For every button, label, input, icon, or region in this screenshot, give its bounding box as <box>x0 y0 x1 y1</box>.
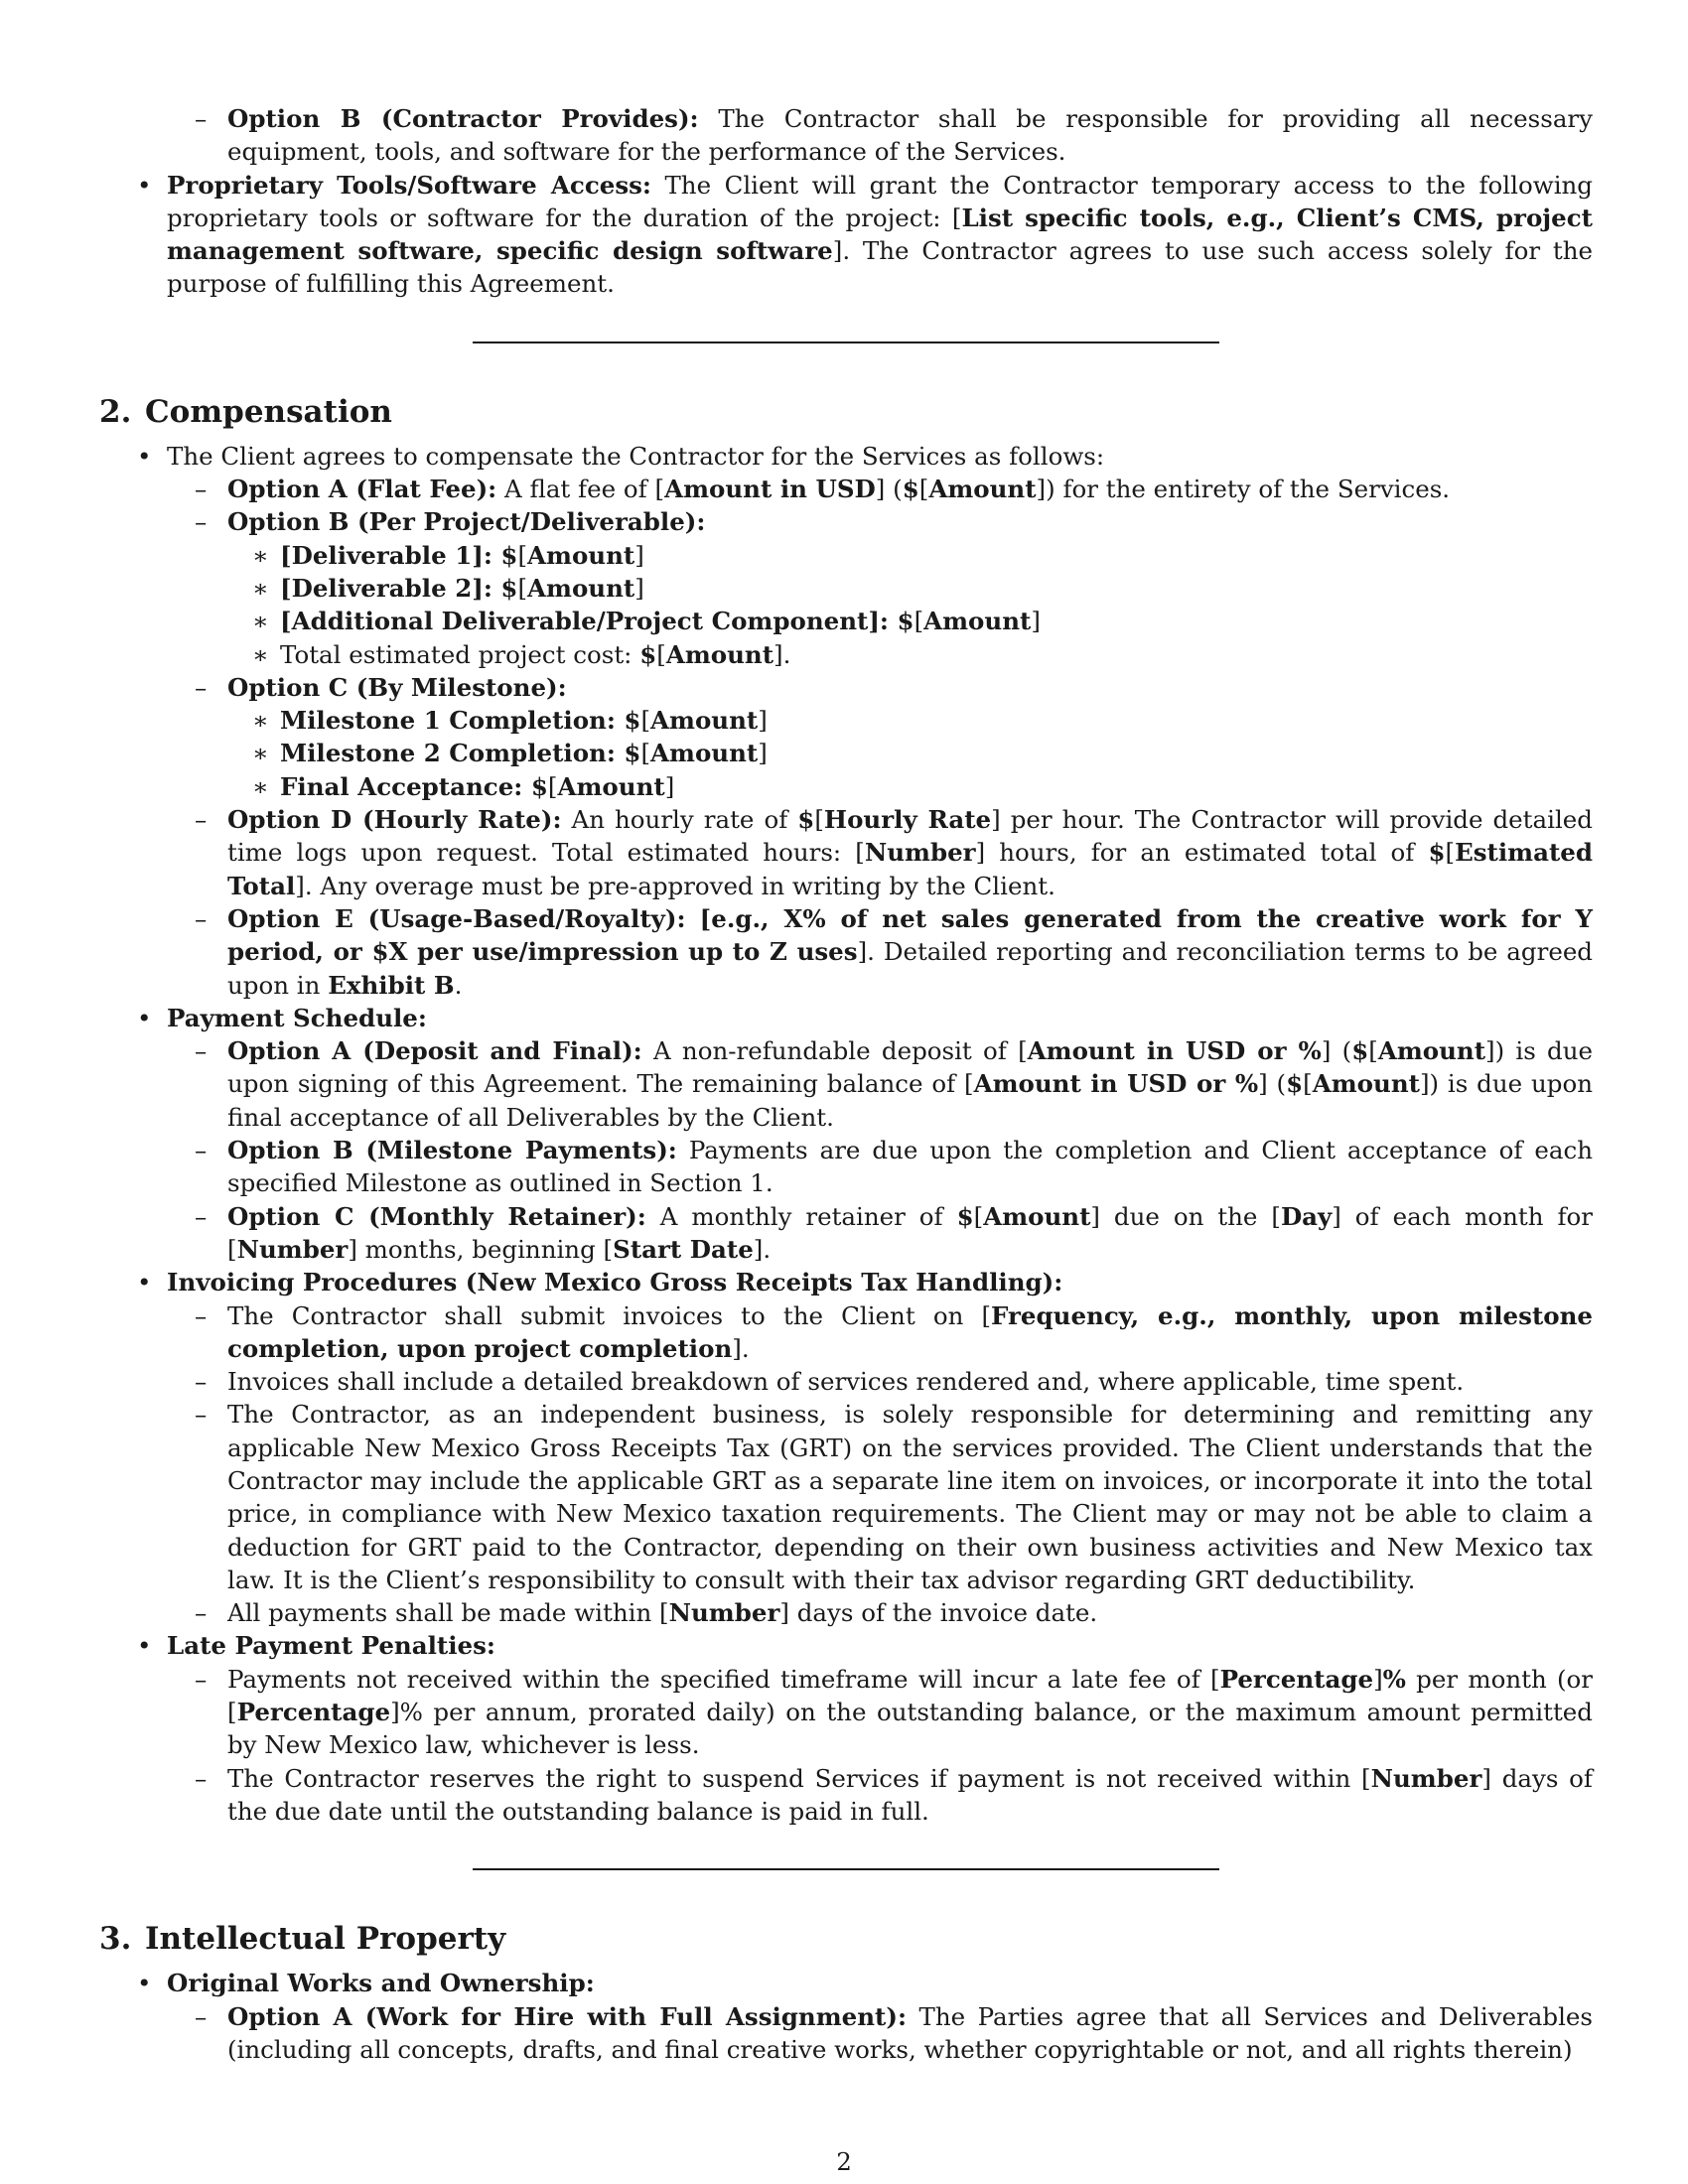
list-item: – Option B (Per Project/Deliverable): <box>195 507 706 537</box>
list-item: – Option A (Deposit and Final): A non-refundable deposit of [Amount in USD or %] ($[Amount]) is due upon signing of this Agreement. The remaining balance of [Amount in USD or %] ($[Amount]) is due upon final acceptance of all Deliverables by the Client. <box>195 1036 1594 1132</box>
page-number: 2 <box>836 2147 852 2176</box>
list-item: – All payments shall be made within [Number] days of the invoice date. <box>195 1598 1098 1628</box>
list-item: ∗ Milestone 1 Completion: $[Amount] <box>252 706 768 736</box>
list-item: – The Contractor reserves the right to suspend Services if payment is not received within [Number] days of the due date until the outstanding balance is paid in full. <box>195 1763 1593 1826</box>
list-item: – Option E (Usage-Based/Royalty): [e.g., X% of net sales generated from the creative work for Y period, or $X per use/impression up to Z uses]. Detailed reporting and reconciliation terms to be agreed upon in Exhibit B. <box>195 903 1593 1000</box>
list-item: ∗ Final Acceptance: $[Amount] <box>252 771 675 801</box>
compensation-list <box>99 440 1593 1828</box>
list-item: – Option C (Monthly Retainer): A monthly retainer of $[Amount] due on the [Day] of each month for [Number] months, beginning [Start Date]. <box>195 1201 1593 1264</box>
list-item: – Invoices shall include a detailed breakdown of services rendered and, where applicable, time spent. <box>195 1367 1465 1397</box>
list-item: • Invoicing Procedures (New Mexico Gross Receipts Tax Handling): <box>137 1268 1063 1297</box>
section-heading-compensation: 2. Compensation <box>99 393 392 430</box>
list-item: ∗ Total estimated project cost: $[Amount]. <box>252 639 791 669</box>
section-divider <box>473 1868 1219 1870</box>
list-item: – The Contractor, as an independent business, is solely responsible for determining and remitting any applicable New Mexico Gross Receipts Tax (GRT) on the services provided. The Client understands that the Contractor may include the applicable GRT as a separate line item on invoices, or incorporate it into the total price, in compliance with New Mexico taxation requirements. The Client may or may not be able to claim a deduction for GRT paid to the Contractor, depending on their own business activities and New Mexico tax law. It is the Client’s responsibility to consult with their tax advisor regarding GRT deductibility. <box>195 1400 1593 1594</box>
list-item: – Option A (Flat Fee): A flat fee of [Amount in USD] ($[Amount]) for the entirety of the Services. <box>195 475 1451 504</box>
list-item: – Payments not received within the specified timeframe will incur a late fee of [Percentage]% per month (or [Percentage]% per annum, prorated daily) on the outstanding balance, or the maximum amount permitted by New Mexico law, whichever is less. <box>195 1664 1594 1760</box>
list-item: – Option D (Hourly Rate): An hourly rate of $[Hourly Rate] per hour. The Contractor will provide detailed time logs upon request. Total estimated hours: [Number] hours, for an estimated total of $[Estimated Total]. Any overage must be pre-approved in writing by the Client. <box>195 805 1593 900</box>
list-item: ∗ Milestone 2 Completion: $[Amount] <box>252 739 768 768</box>
list-item: ∗ [Deliverable 1]: $[Amount] <box>252 540 644 570</box>
section-heading-intellectual-property: 3. Intellectual Property <box>99 1921 506 1958</box>
list-item: – Option A (Work for Hire with Full Assignment): The Parties agree that all Services and Deliverables (including all concepts, drafts, and final creative works, whether copyrightable or not, and all rights therein) <box>195 2001 1593 2064</box>
list-item: ∗ [Additional Deliverable/Project Component]: $[Amount] <box>252 607 1041 636</box>
list-item: • Late Payment Penalties: <box>137 1631 495 1661</box>
section-divider <box>473 341 1219 343</box>
list-item: – Option B (Milestone Payments): Payments are due upon the completion and Client acceptance of each specified Milestone as outlined in Section 1. <box>195 1136 1593 1198</box>
list-item: – Option C (By Milestone): <box>195 672 567 702</box>
list-item: • Proprietary Tools/Software Access: The Client will grant the Contractor temporary access to the following proprietary tools or software for the duration of the project: [List specific tools, e.g., Client’s CMS, project management software, specific design software]. The Contractor agrees to use such access solely for the purpose of fulfilling this Agreement. <box>137 170 1593 299</box>
list-item: • The Client agrees to compensate the Contractor for the Services as follows: <box>137 441 1105 471</box>
list-item: – The Contractor shall submit invoices to the Client on [Frequency, e.g., monthly, upon milestone completion, upon project completion]. <box>195 1300 1593 1363</box>
list-item: • Original Works and Ownership: <box>137 1969 595 1998</box>
list-item: – Option B (Contractor Provides): The Contractor shall be responsible for providing all necessary equipment, tools, and software for the performance of the Services. <box>195 104 1593 167</box>
ip-list <box>99 1967 1593 2066</box>
equipment-options-continued <box>99 102 1593 169</box>
list-item: • Payment Schedule: <box>137 1003 427 1032</box>
document-page <box>99 102 1593 2066</box>
list-item: ∗ [Deliverable 2]: $[Amount] <box>252 573 644 603</box>
